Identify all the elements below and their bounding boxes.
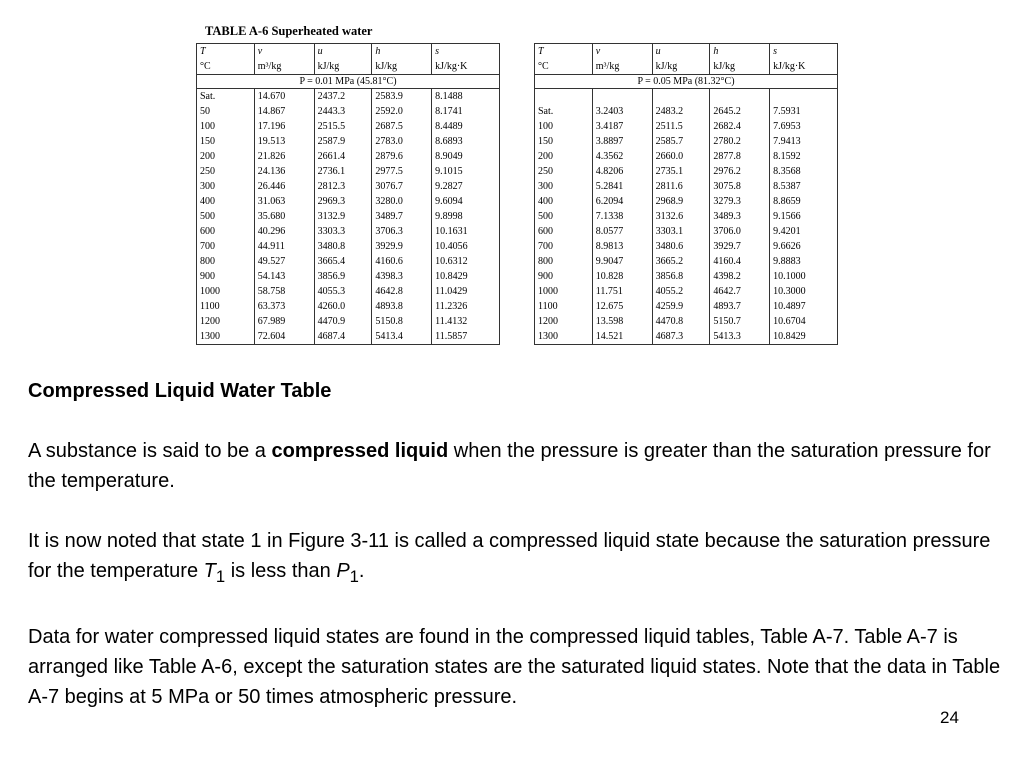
table-cell: 4398.2 — [710, 269, 770, 284]
tables-figure — [0, 0, 1024, 350]
table-cell: 4642.7 — [710, 284, 770, 299]
superheated-table-left — [196, 43, 500, 345]
table-cell: 4398.3 — [372, 269, 432, 284]
table-cell: 8.3568 — [770, 164, 838, 179]
table-cell: 4.3562 — [592, 149, 652, 164]
table-cell: 800 — [197, 254, 255, 269]
table-cell: 10.8429 — [432, 269, 500, 284]
table-cell: 44.911 — [254, 239, 314, 254]
table-cell: 10.3000 — [770, 284, 838, 299]
table-cell: 11.751 — [592, 284, 652, 299]
table-cell: 2515.5 — [314, 119, 372, 134]
table-cell: 3929.9 — [372, 239, 432, 254]
table-row — [535, 254, 838, 269]
table-cell: 250 — [535, 164, 593, 179]
table-cell: 2437.2 — [314, 89, 372, 105]
text-span: is less than — [225, 560, 337, 582]
table-cell: 10.1631 — [432, 224, 500, 239]
table-cell: 4687.3 — [652, 329, 710, 345]
table-cell: 4160.4 — [710, 254, 770, 269]
table-cell: 4055.3 — [314, 284, 372, 299]
table-row — [535, 314, 838, 329]
pressure-label: P = 0.01 MPa (45.81°C) — [197, 75, 500, 89]
table-cell: 10.6312 — [432, 254, 500, 269]
table-cell: 8.9813 — [592, 239, 652, 254]
table-row — [535, 119, 838, 134]
table-cell: 2976.2 — [710, 164, 770, 179]
header-unit: kJ/kg·K — [432, 59, 500, 75]
table-row — [197, 239, 500, 254]
header-symbol: v — [254, 44, 314, 60]
table-cell: 7.1338 — [592, 209, 652, 224]
table-cell: 900 — [535, 269, 593, 284]
table-row — [197, 164, 500, 179]
table-cell: 3480.8 — [314, 239, 372, 254]
table-cell: 4893.8 — [372, 299, 432, 314]
table-cell: 3.2403 — [592, 104, 652, 119]
table-cell: 500 — [535, 209, 593, 224]
table-row — [197, 134, 500, 149]
table-cell: 5413.3 — [710, 329, 770, 345]
table-cell: 2783.0 — [372, 134, 432, 149]
table-cell: 1100 — [197, 299, 255, 314]
table-cell: 1000 — [535, 284, 593, 299]
text-span: when the pressure is greater than the saturation pressure for the temperature. — [28, 440, 991, 492]
table-cell: 4893.7 — [710, 299, 770, 314]
table-cell: 3279.3 — [710, 194, 770, 209]
header-unit: kJ/kg — [652, 59, 710, 75]
table-cell: 10.828 — [592, 269, 652, 284]
table-cell: 2483.2 — [652, 104, 710, 119]
table-cell: 900 — [197, 269, 255, 284]
table-cell: 35.680 — [254, 209, 314, 224]
header-unit: °C — [535, 59, 593, 75]
table-row — [535, 269, 838, 284]
table-cell: 3489.7 — [372, 209, 432, 224]
paragraph-table-a7: Data for water compressed liquid states are found in the compressed liquid tables, Table A-7. Table A-7 is arranged like Table A-6, except the saturation states are the saturated liquid states. Note that the data in Table A-7 begins at 5 MPa or 50 times atmospheric pressure. — [28, 626, 1001, 708]
table-cell: 10.4056 — [432, 239, 500, 254]
table-cell: 3132.9 — [314, 209, 372, 224]
header-symbol: h — [372, 44, 432, 60]
table-cell: 1300 — [535, 329, 593, 345]
table-row — [197, 119, 500, 134]
table-row — [197, 314, 500, 329]
table-cell: 14.670 — [254, 89, 314, 105]
table-cell: 2645.2 — [710, 104, 770, 119]
table-cell: 8.8659 — [770, 194, 838, 209]
paragraph-state-1 — [28, 526, 1003, 592]
table-row — [197, 149, 500, 164]
table-cell: 67.989 — [254, 314, 314, 329]
table-cell: 800 — [535, 254, 593, 269]
table-row — [197, 194, 500, 209]
table-cell: 4055.2 — [652, 284, 710, 299]
slide-content — [28, 376, 1003, 712]
text-span: It is now noted that state 1 in Figure 3-11 is called a compressed liquid state because the saturation pressure for the temperature — [28, 530, 991, 582]
table-cell: 9.6626 — [770, 239, 838, 254]
header-symbol: s — [770, 44, 838, 60]
section-heading: Compressed Liquid Water Table — [28, 380, 332, 402]
table-row — [535, 209, 838, 224]
header-row-units — [197, 59, 500, 75]
table-cell: 14.867 — [254, 104, 314, 119]
header-row-symbols — [197, 44, 500, 60]
table-cell: 3856.9 — [314, 269, 372, 284]
table-cell: 100 — [535, 119, 593, 134]
table-cell: 9.1566 — [770, 209, 838, 224]
table-row — [197, 209, 500, 224]
table-cell: 1000 — [197, 284, 255, 299]
table-cell: 3665.2 — [652, 254, 710, 269]
header-unit: kJ/kg — [372, 59, 432, 75]
table-cell: 6.2094 — [592, 194, 652, 209]
table-cell: 700 — [535, 239, 593, 254]
table-cell: 2585.7 — [652, 134, 710, 149]
table-cell: 2587.9 — [314, 134, 372, 149]
table-cell: 7.5931 — [770, 104, 838, 119]
table-row — [535, 164, 838, 179]
table-cell: 400 — [535, 194, 593, 209]
table-cell: 4160.6 — [372, 254, 432, 269]
table-cell: 3303.1 — [652, 224, 710, 239]
table-cell: 1100 — [535, 299, 593, 314]
table-cell: 250 — [197, 164, 255, 179]
table-row — [535, 284, 838, 299]
table-cell: 4470.8 — [652, 314, 710, 329]
table-cell: 400 — [197, 194, 255, 209]
table-cell: 3.8897 — [592, 134, 652, 149]
table-cell: 3075.8 — [710, 179, 770, 194]
table-cell: 2735.1 — [652, 164, 710, 179]
table-cell: 700 — [197, 239, 255, 254]
table-cell: 2812.3 — [314, 179, 372, 194]
table-cell: 3706.0 — [710, 224, 770, 239]
table-cell: 2969.3 — [314, 194, 372, 209]
table-row — [197, 299, 500, 314]
table-cell: 200 — [535, 149, 593, 164]
table-cell: 10.6704 — [770, 314, 838, 329]
table-cell: 8.4489 — [432, 119, 500, 134]
table-cell: 9.8883 — [770, 254, 838, 269]
table-cell: 11.5857 — [432, 329, 500, 345]
table-cell: 2443.3 — [314, 104, 372, 119]
header-row-symbols — [535, 44, 838, 60]
table-cell: 2968.9 — [652, 194, 710, 209]
table-cell: 3665.4 — [314, 254, 372, 269]
superheated-table-right — [534, 43, 838, 345]
header-unit: kJ/kg·K — [770, 59, 838, 75]
table-cell: Sat. — [535, 104, 593, 119]
table-cell: 2877.8 — [710, 149, 770, 164]
table-cell: 4.8206 — [592, 164, 652, 179]
pressure-label: P = 0.05 MPa (81.32°C) — [535, 75, 838, 89]
table-cell: 3303.3 — [314, 224, 372, 239]
table-row — [535, 149, 838, 164]
table-cell: 40.296 — [254, 224, 314, 239]
table-row — [197, 329, 500, 345]
table-row — [197, 269, 500, 284]
table-cell: 9.6094 — [432, 194, 500, 209]
table-cell: 10.8429 — [770, 329, 838, 345]
table-cell: 4470.9 — [314, 314, 372, 329]
table-row — [197, 254, 500, 269]
pressure-row — [535, 75, 838, 89]
table-cell: 13.598 — [592, 314, 652, 329]
table-cell: 600 — [535, 224, 593, 239]
symbol-T: T — [203, 560, 216, 582]
table-cell: 150 — [535, 134, 593, 149]
table-cell: 58.758 — [254, 284, 314, 299]
table-row — [535, 179, 838, 194]
table-cell: 9.1015 — [432, 164, 500, 179]
table-cell: 3480.6 — [652, 239, 710, 254]
table-cell: 31.063 — [254, 194, 314, 209]
table-cell: 3929.7 — [710, 239, 770, 254]
table-cell: 3280.0 — [372, 194, 432, 209]
table-cell: 8.1592 — [770, 149, 838, 164]
table-row — [535, 299, 838, 314]
table-cell: 21.826 — [254, 149, 314, 164]
table-cell: 8.1488 — [432, 89, 500, 105]
text-span: A substance is said to be a — [28, 440, 272, 462]
table-cell: 54.143 — [254, 269, 314, 284]
bold-term: compressed liquid — [271, 440, 449, 462]
table-cell: 2811.6 — [652, 179, 710, 194]
table-cell: 8.1741 — [432, 104, 500, 119]
table-cell: 26.446 — [254, 179, 314, 194]
subscript: 1 — [349, 567, 359, 586]
table-cell: 2736.1 — [314, 164, 372, 179]
text-span: . — [358, 560, 365, 582]
table-cell: 19.513 — [254, 134, 314, 149]
header-symbol: h — [710, 44, 770, 60]
table-cell: 2879.6 — [372, 149, 432, 164]
table-cell — [652, 89, 710, 105]
table-cell: 2661.4 — [314, 149, 372, 164]
header-symbol: u — [314, 44, 372, 60]
table-cell — [535, 89, 593, 105]
table-cell: 3856.8 — [652, 269, 710, 284]
header-unit: kJ/kg — [314, 59, 372, 75]
header-unit: m³/kg — [592, 59, 652, 75]
table-cell: 2660.0 — [652, 149, 710, 164]
table-cell: 2511.5 — [652, 119, 710, 134]
table-cell: 300 — [535, 179, 593, 194]
table-cell: 3076.7 — [372, 179, 432, 194]
table-cell: 8.9049 — [432, 149, 500, 164]
table-cell: 2977.5 — [372, 164, 432, 179]
table-cell: 1200 — [535, 314, 593, 329]
table-cell: 200 — [197, 149, 255, 164]
header-unit: kJ/kg — [710, 59, 770, 75]
table-cell: 17.196 — [254, 119, 314, 134]
header-unit: °C — [197, 59, 255, 75]
header-symbol: u — [652, 44, 710, 60]
table-row — [535, 104, 838, 119]
table-cell: 5150.7 — [710, 314, 770, 329]
table-cell: 5150.8 — [372, 314, 432, 329]
header-symbol: T — [197, 44, 255, 60]
header-symbol: s — [432, 44, 500, 60]
symbol-P: P — [336, 560, 350, 582]
table-cell: 14.521 — [592, 329, 652, 345]
table-cell — [592, 89, 652, 105]
table-cell: 300 — [197, 179, 255, 194]
table-row — [535, 329, 838, 345]
table-cell: 2682.4 — [710, 119, 770, 134]
table-cell: 5413.4 — [372, 329, 432, 345]
table-cell: 8.5387 — [770, 179, 838, 194]
table-cell: 2780.2 — [710, 134, 770, 149]
table-row — [197, 104, 500, 119]
table-row — [197, 284, 500, 299]
table-row — [197, 179, 500, 194]
table-cell: 9.9047 — [592, 254, 652, 269]
table-cell: 63.373 — [254, 299, 314, 314]
table-cell: 2687.5 — [372, 119, 432, 134]
table-cell: 50 — [197, 104, 255, 119]
table-cell: 3.4187 — [592, 119, 652, 134]
table-cell: 11.4132 — [432, 314, 500, 329]
table-cell: 8.6893 — [432, 134, 500, 149]
table-cell: 7.6953 — [770, 119, 838, 134]
table-cell: 9.8998 — [432, 209, 500, 224]
table-title: TABLE A-6 Superheated water — [205, 24, 373, 38]
table-row — [535, 134, 838, 149]
table-cell: 24.136 — [254, 164, 314, 179]
table-cell: 9.2827 — [432, 179, 500, 194]
subscript: 1 — [215, 567, 226, 586]
pressure-row — [197, 75, 500, 89]
table-cell: 12.675 — [592, 299, 652, 314]
table-cell: 10.1000 — [770, 269, 838, 284]
table-cell: 10.4897 — [770, 299, 838, 314]
table-cell: 11.2326 — [432, 299, 500, 314]
table-cell: 5.2841 — [592, 179, 652, 194]
table-cell: 3706.3 — [372, 224, 432, 239]
table-cell: 500 — [197, 209, 255, 224]
table-cell: 49.527 — [254, 254, 314, 269]
table-cell: 4260.0 — [314, 299, 372, 314]
table-cell: 600 — [197, 224, 255, 239]
header-row-units — [535, 59, 838, 75]
table-row — [535, 224, 838, 239]
table-cell: 7.9413 — [770, 134, 838, 149]
table-cell — [770, 89, 838, 105]
table-cell: 1300 — [197, 329, 255, 345]
table-cell: 4642.8 — [372, 284, 432, 299]
page-number: 24 — [940, 708, 959, 727]
table-cell: 2583.9 — [372, 89, 432, 105]
table-cell: 9.4201 — [770, 224, 838, 239]
table-cell: 1200 — [197, 314, 255, 329]
table-row — [535, 89, 838, 105]
table-row — [197, 89, 500, 105]
table-cell: 11.0429 — [432, 284, 500, 299]
table-row — [535, 194, 838, 209]
table-cell: 3132.6 — [652, 209, 710, 224]
table-cell: Sat. — [197, 89, 255, 105]
header-symbol: v — [592, 44, 652, 60]
table-cell: 4687.4 — [314, 329, 372, 345]
table-row — [197, 224, 500, 239]
table-cell: 100 — [197, 119, 255, 134]
paragraph-compressed-liquid — [28, 436, 1003, 496]
table-cell: 4259.9 — [652, 299, 710, 314]
table-row — [535, 239, 838, 254]
table-cell: 8.0577 — [592, 224, 652, 239]
table-cell: 2592.0 — [372, 104, 432, 119]
header-symbol: T — [535, 44, 593, 60]
table-cell: 3489.3 — [710, 209, 770, 224]
table-cell: 72.604 — [254, 329, 314, 345]
table-cell — [710, 89, 770, 105]
table-cell: 150 — [197, 134, 255, 149]
header-unit: m³/kg — [254, 59, 314, 75]
